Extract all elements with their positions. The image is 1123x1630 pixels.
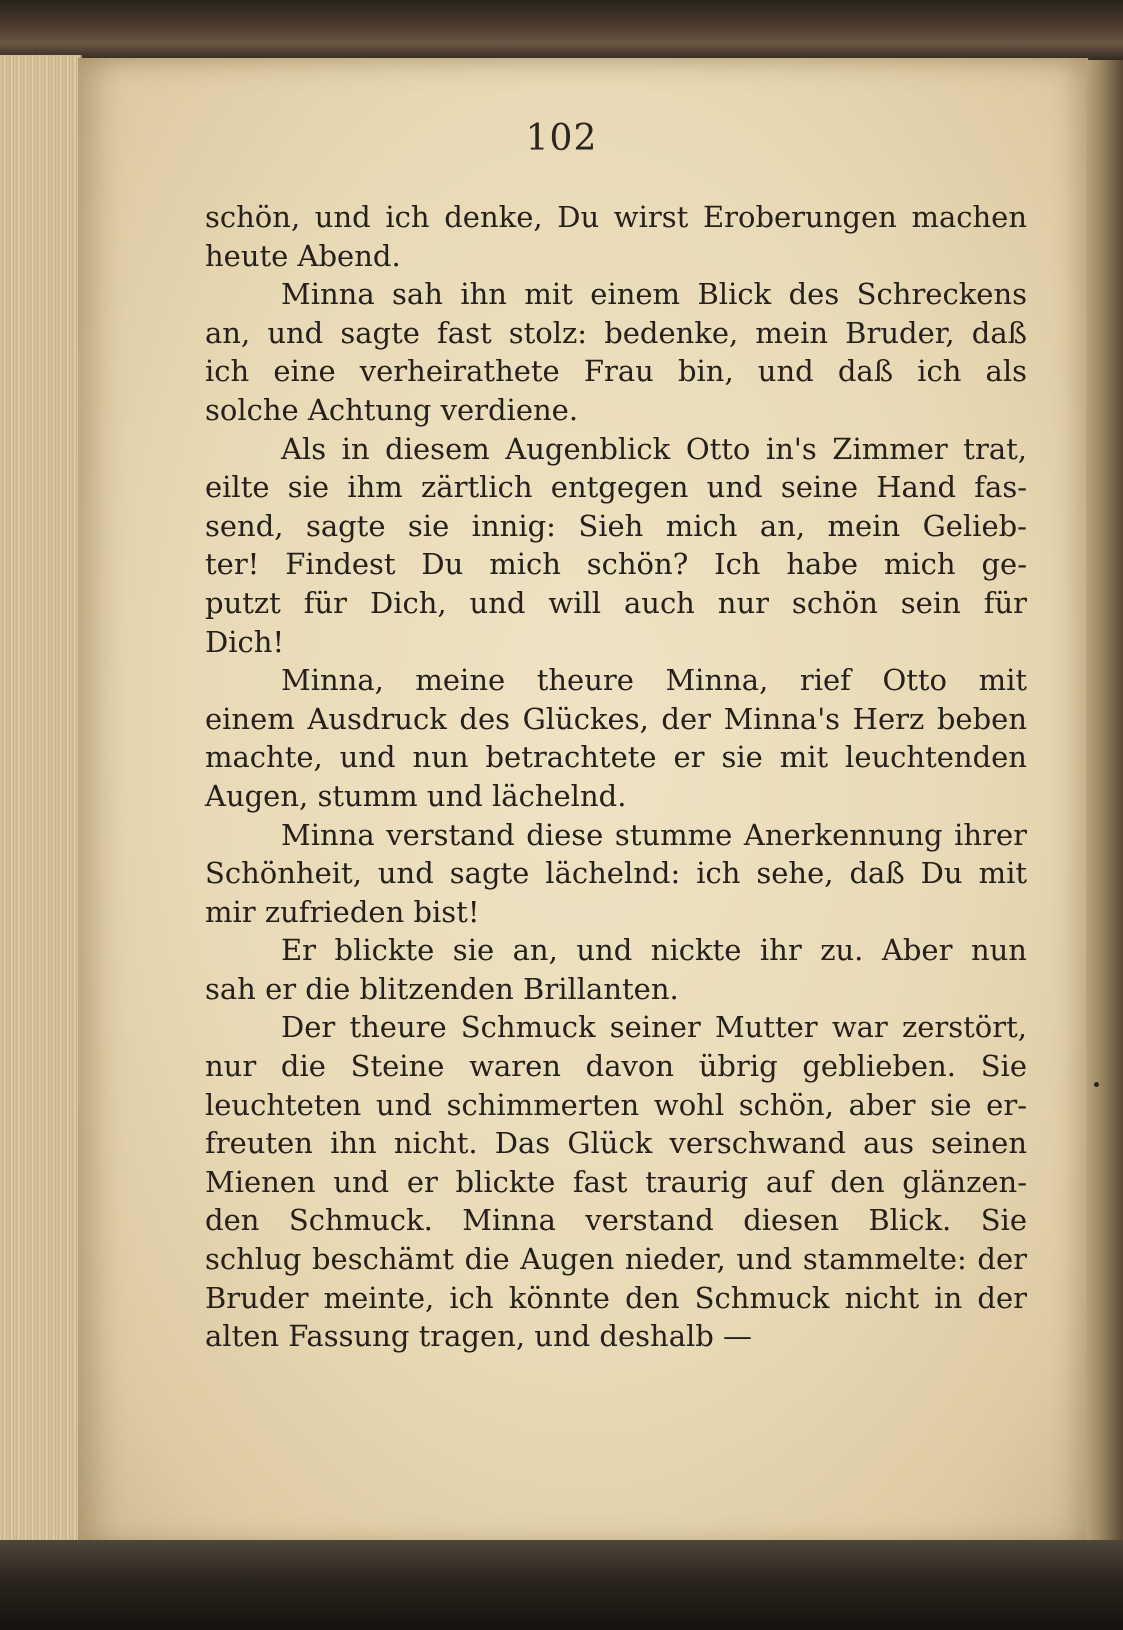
text-line: mir zufrieden bist! — [205, 894, 480, 929]
text-line: machte, und nun betrachtete er sie mit leuchtenden — [205, 740, 1027, 775]
text-line: Schönheit, und sagte lächelnd: ich sehe, daß Du mit — [205, 856, 1027, 891]
text-line: Minna verstand diese stumme Anerkennung ihrer — [281, 817, 1027, 852]
text-line: Dich! — [205, 624, 285, 659]
text-line: Der theure Schmuck seiner Mutter war zerstört, — [281, 1010, 1027, 1045]
text-line: ter! Findest Du mich schön? Ich habe mich ge- — [205, 547, 1027, 582]
text-line: alten Fassung tragen, und deshalb — — [205, 1319, 753, 1354]
book-binding-top — [0, 0, 1123, 62]
text-line: freuten ihn nicht. Das Glück verschwand aus seinen — [205, 1126, 1027, 1161]
body-text — [205, 198, 1027, 1356]
text-line: sah er die blitzenden Brillanten. — [205, 971, 679, 1006]
text-line: den Schmuck. Minna verstand diesen Blick. Sie — [205, 1203, 1027, 1238]
page-stack-left-edge — [0, 55, 82, 1555]
margin-dot — [1094, 1082, 1099, 1087]
text-line: schlug beschämt die Augen nieder, und stammelte: der — [205, 1242, 1027, 1277]
text-line: Als in diesem Augenblick Otto in's Zimmer trat, — [281, 431, 1027, 466]
text-line: heute Abend. — [205, 238, 401, 273]
text-line: Minna sah ihn mit einem Blick des Schreckens — [281, 277, 1027, 312]
text-line: einem Ausdruck des Glückes, der Minna's Herz beben — [205, 701, 1027, 736]
text-line: send, sagte sie innig: Sieh mich an, mein Gelieb- — [205, 508, 1027, 543]
text-line: nur die Steine waren davon übrig geblieben. Sie — [205, 1049, 1027, 1084]
text-line: schön, und ich denke, Du wirst Eroberungen machen — [205, 200, 1027, 234]
book-binding-bottom — [0, 1540, 1123, 1630]
text-line: leuchteten und schimmerten wohl schön, aber sie er- — [205, 1087, 1027, 1122]
text-line: ich eine verheirathete Frau bin, und daß ich als — [205, 354, 1027, 389]
page-stack-right-edge — [1086, 60, 1123, 1550]
text-line: putzt für Dich, und will auch nur schön sein für — [205, 585, 1027, 620]
text-line: eilte sie ihm zärtlich entgegen und seine Hand fas- — [205, 470, 1027, 505]
text-line: solche Achtung verdiene. — [205, 392, 579, 427]
text-line: Mienen und er blickte fast traurig auf den glänzen- — [205, 1164, 1027, 1199]
text-line: an, und sagte fast stolz: bedenke, mein Bruder, daß — [205, 315, 1027, 350]
page-number: 102 — [525, 118, 598, 159]
text-line: Er blickte sie an, und nickte ihr zu. Aber nun — [281, 933, 1027, 968]
text-line: Bruder meinte, ich könnte den Schmuck nicht in der — [205, 1280, 1027, 1315]
text-line: Minna, meine theure Minna, rief Otto mit — [281, 663, 1027, 698]
text-line: Augen, stumm und lächelnd. — [205, 778, 627, 813]
